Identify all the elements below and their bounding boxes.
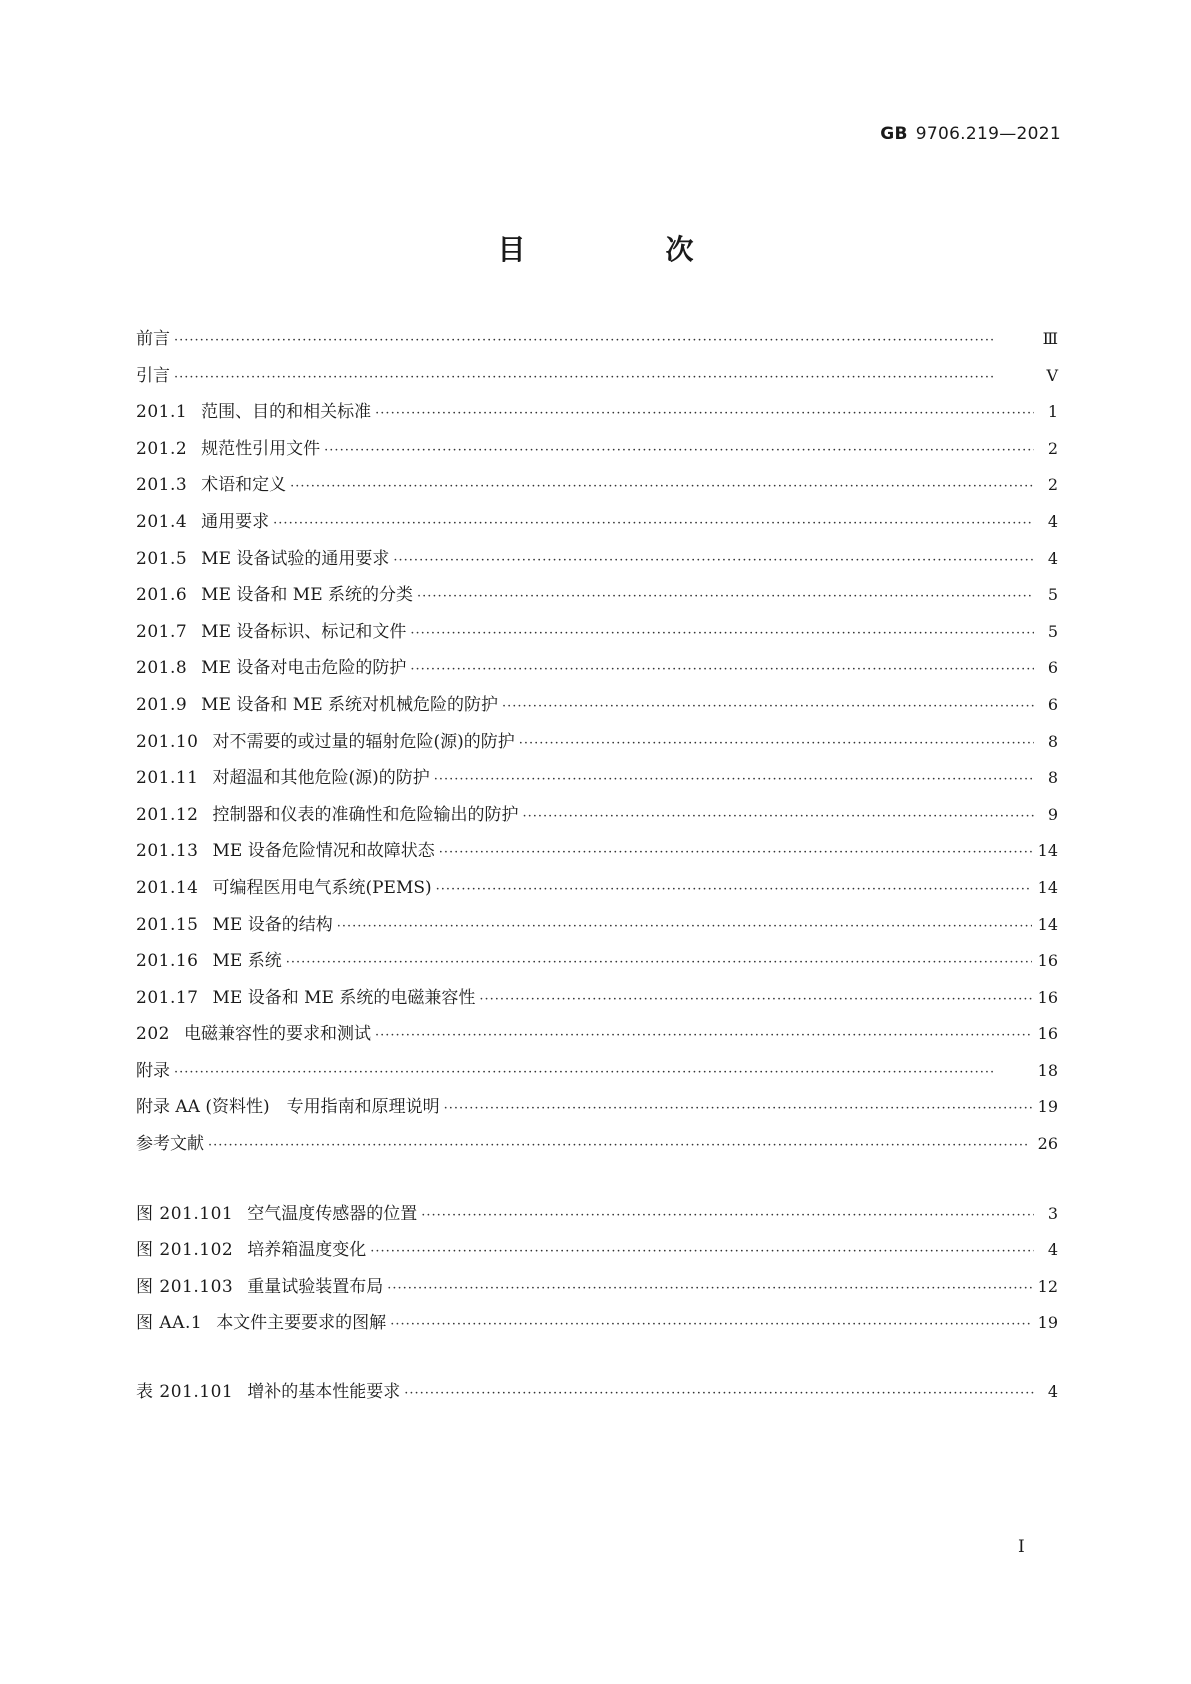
toc-row[interactable]: [136, 946, 1058, 983]
toc-section-number: 201.5: [136, 548, 188, 569]
toc-page-number: 26: [1037, 1134, 1058, 1154]
toc-entry-text: 引言: [136, 365, 170, 386]
toc-entry-text: ME 设备和 ME 系统对机械危险的防护: [201, 694, 499, 715]
toc-entry-text: ME 设备标识、标记和文件: [201, 621, 407, 642]
toc-section-number: 201.7: [136, 621, 188, 642]
leader-dots: [410, 662, 1034, 677]
leader-dots: [375, 1028, 1032, 1043]
figure-list-row[interactable]: [136, 1272, 1058, 1309]
toc-row[interactable]: [136, 324, 1058, 361]
standard-prefix: GB: [880, 124, 908, 144]
leader-dots: [444, 1101, 1032, 1116]
toc-page-number: Ⅴ: [1046, 365, 1058, 385]
toc-entry-text: ME 系统: [212, 951, 282, 972]
toc-entry-text: 附录 AA (资料性) 专用指南和原理说明: [136, 1097, 440, 1118]
leader-dots: [479, 992, 1031, 1007]
toc-page-number: 2: [1047, 475, 1058, 495]
toc-section-number: 201.3: [136, 475, 188, 496]
leader-dots: [290, 479, 1034, 494]
toc-section-number: 201.6: [136, 585, 188, 606]
toc-page-number: 9: [1047, 804, 1058, 824]
toc-section-number: 201.2: [136, 438, 188, 459]
toc-row[interactable]: [136, 470, 1058, 507]
toc-section-number: 201.17: [136, 987, 199, 1008]
toc-section-number: 201.10: [136, 731, 199, 752]
toc-section-number: 201.11: [136, 768, 199, 789]
toc-page-number: 3: [1047, 1203, 1058, 1223]
toc-entry-text: 可编程医用电气系统(PEMS): [212, 877, 432, 898]
figure-title: 空气温度传感器的位置: [247, 1203, 418, 1224]
toc-row[interactable]: [136, 873, 1058, 910]
leader-dots: [375, 406, 1034, 421]
toc-section-number: 201.12: [136, 804, 199, 825]
toc-row[interactable]: [136, 727, 1058, 764]
toc-page-number: 5: [1047, 585, 1058, 605]
toc-page-number: 16: [1037, 987, 1058, 1007]
toc-entry-text: 范围、目的和相关标准: [201, 402, 372, 423]
toc-page-number: 6: [1047, 694, 1058, 714]
toc-page-number: 6: [1047, 658, 1058, 678]
toc-section-number: 201.15: [136, 914, 199, 935]
leader-dots: [174, 333, 1034, 348]
leader-dots: [421, 1208, 1034, 1223]
toc-page-number: 14: [1037, 877, 1058, 897]
toc-entry-text: ME 设备和 ME 系统的电磁兼容性: [212, 987, 476, 1008]
table-number: 表 201.101: [136, 1382, 234, 1403]
toc-section-number: 201.9: [136, 694, 188, 715]
page-folio: I: [1018, 1537, 1025, 1557]
toc-page-number: 1: [1047, 402, 1058, 422]
toc-row[interactable]: [136, 983, 1058, 1020]
toc-row[interactable]: [136, 1092, 1058, 1129]
toc-entry-text: ME 设备对电击危险的防护: [201, 658, 407, 679]
toc-row[interactable]: [136, 653, 1058, 690]
figure-list-row[interactable]: [136, 1199, 1058, 1236]
toc-row[interactable]: [136, 1019, 1058, 1056]
leader-dots: [286, 955, 1032, 970]
toc-entry-text: ME 设备的结构: [212, 914, 333, 935]
toc-entry-text: ME 设备试验的通用要求: [201, 548, 390, 569]
leader-dots: [370, 1244, 1034, 1259]
toc-page-number: Ⅲ: [1042, 329, 1058, 348]
table-list-row[interactable]: [136, 1377, 1058, 1414]
toc-page-number: 8: [1047, 731, 1058, 751]
leader-dots: [519, 736, 1034, 751]
toc-entry-text: 对超温和其他危险(源)的防护: [212, 768, 430, 789]
leader-dots: [436, 882, 1032, 897]
toc-entry-text: 术语和定义: [201, 475, 287, 496]
toc-entry-text: 参考文献: [136, 1134, 204, 1155]
toc-section-number: 201.13: [136, 841, 199, 862]
toc-row[interactable]: [136, 836, 1058, 873]
standard-code: [880, 124, 1061, 144]
leader-dots: [174, 370, 1034, 385]
table-of-contents: [136, 324, 1058, 1414]
toc-entry-text: 前言: [136, 329, 170, 349]
toc-section-number: 201.16: [136, 951, 199, 972]
figure-number: 图 201.102: [136, 1240, 234, 1261]
leader-dots: [522, 809, 1034, 824]
toc-page-number: 16: [1037, 1024, 1058, 1044]
leader-dots: [404, 1386, 1034, 1401]
standard-number: 9706.219—2021: [915, 124, 1061, 144]
figure-title: 培养箱温度变化: [247, 1240, 367, 1261]
figure-number: 图 AA.1: [136, 1313, 203, 1334]
toc-page-number: 16: [1037, 951, 1058, 971]
toc-page-number: 19: [1037, 1097, 1058, 1117]
leader-dots: [434, 772, 1034, 787]
toc-page-number: 4: [1047, 1240, 1058, 1260]
toc-row[interactable]: [136, 361, 1058, 398]
leader-dots: [502, 699, 1034, 714]
toc-row[interactable]: [136, 690, 1058, 727]
toc-entry-text: 对不需要的或过量的辐射危险(源)的防护: [212, 731, 515, 752]
leader-dots: [410, 626, 1034, 641]
toc-page-number: 19: [1037, 1313, 1058, 1333]
toc-page-number: 5: [1047, 621, 1058, 641]
figure-number: 图 201.101: [136, 1203, 234, 1224]
toc-page-number: 2: [1047, 438, 1058, 458]
toc-page-number: 8: [1047, 768, 1058, 788]
toc-row[interactable]: [136, 397, 1058, 434]
toc-row[interactable]: [136, 1056, 1058, 1093]
toc-row[interactable]: [136, 507, 1058, 544]
figure-list-row[interactable]: [136, 1235, 1058, 1272]
leader-dots: [439, 845, 1032, 860]
toc-section-number: 201.4: [136, 511, 188, 532]
leader-dots: [390, 1317, 1031, 1332]
toc-page-number: 4: [1047, 1382, 1058, 1402]
toc-section-number: 201.14: [136, 877, 199, 898]
figure-title: 本文件主要要求的图解: [216, 1313, 387, 1334]
leader-dots: [417, 589, 1034, 604]
toc-row[interactable]: [136, 544, 1058, 581]
page-title: 目 次: [497, 233, 750, 266]
figure-list-row[interactable]: [136, 1308, 1058, 1345]
toc-page-number: 12: [1037, 1276, 1058, 1296]
leader-dots: [324, 443, 1034, 458]
toc-entry-text: ME 设备危险情况和故障状态: [212, 841, 435, 862]
toc-entry-text: 电磁兼容性的要求和测试: [183, 1024, 371, 1045]
leader-dots: [393, 553, 1034, 568]
toc-page-number: 14: [1037, 841, 1058, 861]
toc-row[interactable]: [136, 800, 1058, 837]
table-title: 增补的基本性能要求: [247, 1382, 401, 1403]
leader-dots: [174, 1065, 1032, 1080]
leader-dots: [387, 1281, 1031, 1296]
toc-row[interactable]: [136, 434, 1058, 471]
toc-row[interactable]: [136, 580, 1058, 617]
toc-entry-text: 控制器和仪表的准确性和危险输出的防护: [212, 804, 519, 825]
leader-dots: [273, 516, 1034, 531]
toc-entry-text: 规范性引用文件: [201, 438, 321, 459]
leader-dots: [337, 919, 1032, 934]
toc-row[interactable]: [136, 910, 1058, 947]
figure-title: 重量试验装置布局: [247, 1276, 384, 1297]
toc-page-number: 4: [1047, 511, 1058, 531]
leader-dots: [208, 1138, 1032, 1153]
toc-row[interactable]: [136, 763, 1058, 800]
toc-page-number: 4: [1047, 548, 1058, 568]
toc-page-number: 18: [1037, 1060, 1058, 1080]
toc-section-number: 202: [136, 1024, 170, 1045]
toc-entry-text: 通用要求: [201, 511, 270, 532]
toc-row[interactable]: [136, 1129, 1058, 1166]
toc-entry-text: ME 设备和 ME 系统的分类: [201, 585, 414, 606]
toc-page-number: 14: [1037, 914, 1058, 934]
toc-section-number: 201.8: [136, 658, 188, 679]
toc-section-number: 201.1: [136, 402, 188, 423]
figure-number: 图 201.103: [136, 1276, 234, 1297]
toc-row[interactable]: [136, 617, 1058, 654]
toc-entry-text: 附录: [136, 1060, 170, 1081]
